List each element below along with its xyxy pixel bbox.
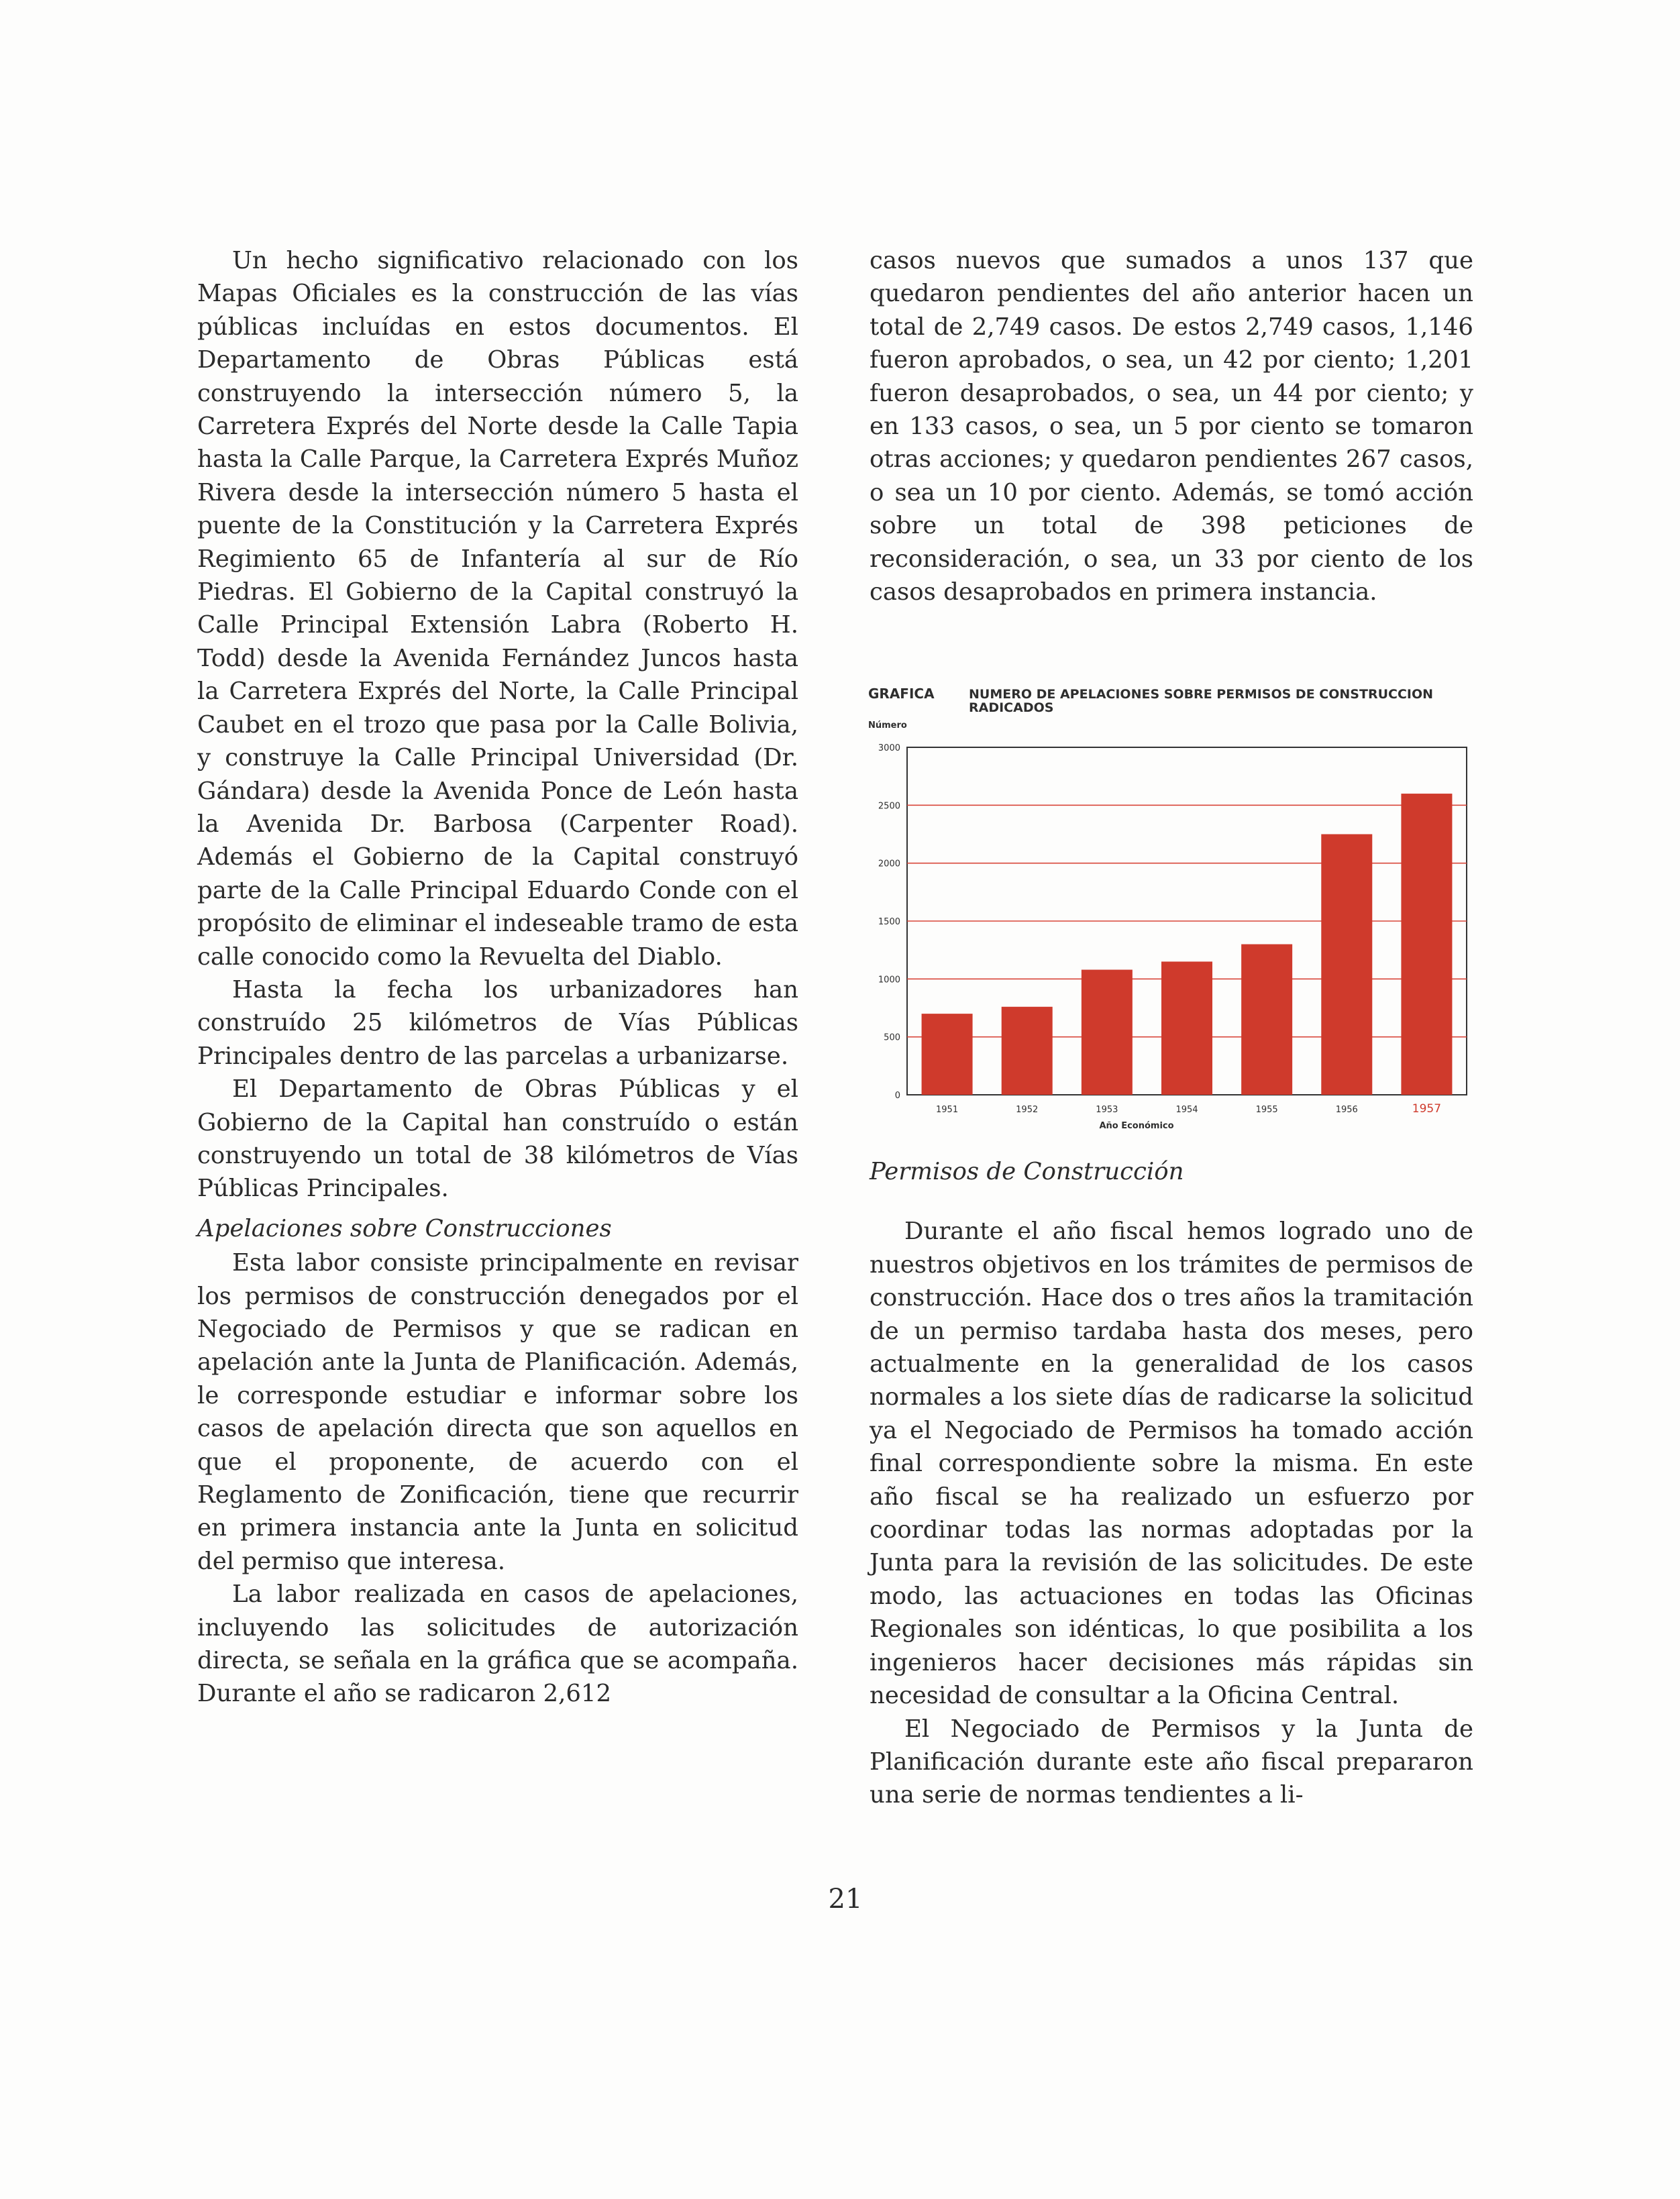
y-tick-2500: 2500 — [878, 801, 900, 812]
section-heading-apelaciones: Apelaciones sobre Construcciones — [197, 1214, 612, 1242]
chart-title: NUMERO DE APELACIONES SOBRE PERMISOS DE CONSTRUCCION RADICADOS — [969, 687, 1434, 715]
bar-1954 — [1161, 961, 1212, 1095]
paragraph-obras-publicas: El Departamento de Obras Públicas y el Gobierno de la Capital han construído o están construyendo un total de 38 kilómetros de Vías Públicas Principales. — [197, 1075, 798, 1203]
chart-label: GRAFICA — [868, 686, 935, 702]
bar-1955 — [1241, 945, 1292, 1095]
chart-x-axis-label: Año Económico — [1099, 1121, 1174, 1131]
paragraph-mapas-oficiales: Un hecho significativo relacionado con los Mapas Oficiales es la construcción de las vías públicas incluídas en estos documentos. El Departamento de Obras Públicas está construyendo la intersección número 5, la Carretera Exprés del Norte desde la Calle Tapia hasta la Calle Parque, la Carretera Exprés Muñoz Rivera desde la intersección número 5 hasta el puente de la Constitución y la Carretera Exprés Regimiento 65 de Infantería al sur de Río Piedras. El Gobierno de la Capital construyó la Calle Principal Extensión Labra (Roberto H. Todd) desde la Avenida Fernández Juncos hasta la Carretera Exprés del Norte, la Calle Principal Caubet en el trozo que pasa por la Calle Bolivia, y construye la Calle Principal Universidad (Dr. Gándara) desde la Avenida Ponce de León hasta la Avenida Dr. Barbosa (Carpenter Road). Además el Gobierno de la Capital construyó parte de la Calle Principal Eduardo Conde con el propósito de eliminar el indeseable tramo de esta calle conocido como la Revuelta del Diablo. — [197, 247, 798, 971]
y-tick-0: 0 — [894, 1091, 900, 1101]
paragraph-labor-realizada: La labor realizada en casos de apelaciones, incluyendo las solicitudes de autorización directa, se señala en la gráfica que se acompaña. Durante el año se radicaron 2,612 — [197, 1580, 798, 1708]
bar-1951 — [922, 1014, 973, 1095]
x-tick-1951: 1951 — [936, 1105, 959, 1115]
x-tick-1955: 1955 — [1255, 1105, 1278, 1115]
page-number: 21 — [828, 1884, 863, 1915]
bar-1956 — [1321, 835, 1372, 1095]
left-column — [197, 244, 798, 1711]
right-column-lower — [870, 1155, 1473, 1812]
right-column — [870, 244, 1473, 608]
y-tick-3000: 3000 — [878, 743, 900, 753]
y-tick-2000: 2000 — [878, 859, 900, 869]
paragraph-ano-fiscal: Durante el año fiscal hemos logrado uno de nuestros objetivos en los trámites de permisos de construcción. Hace dos o tres años la tramitación de un permiso tardaba hasta dos meses, pero actualmente en la generalidad de los casos normales a los siete días de radicarse la solicitud ya el Negociado de Permisos ha tomado acción final correspondiente sobre la misma. En este año fiscal se ha realizado un esfuerzo por coordinar todas las normas adoptadas por la Junta para la revisión de las solicitudes. De este modo, las actuaciones en todas las Oficinas Regionales son idénticas, lo que posibilita a los ingenieros hacer decisiones más rápidas sin necesidad de consultar a la Oficina Central. — [870, 1218, 1473, 1710]
section-heading-permisos: Permisos de Construcción — [870, 1158, 1184, 1185]
x-tick-1952: 1952 — [1016, 1105, 1039, 1115]
y-tick-1500: 1500 — [878, 917, 900, 927]
paragraph-negociado-permisos: El Negociado de Permisos y la Junta de Planificación durante este año fiscal prepararon una serie de normas tendientes a li- — [870, 1715, 1473, 1809]
chart-y-axis-label: Número — [868, 720, 907, 731]
y-tick-1000: 1000 — [878, 975, 900, 985]
x-tick-1957: 1957 — [1412, 1102, 1442, 1116]
x-tick-1953: 1953 — [1096, 1105, 1118, 1115]
bar-1952 — [1002, 1007, 1053, 1095]
bar-1953 — [1082, 970, 1133, 1095]
x-tick-1954: 1954 — [1175, 1105, 1198, 1115]
bar-1957 — [1401, 794, 1452, 1095]
x-tick-1956: 1956 — [1335, 1105, 1358, 1115]
appeals-bar-chart — [865, 683, 1483, 1152]
y-tick-500: 500 — [884, 1032, 900, 1043]
paragraph-urbanizadores: Hasta la fecha los urbanizadores han construído 25 kilómetros de Vías Públicas Principales dentro de las parcelas a urbanizarse. — [197, 975, 798, 1070]
paragraph-labor-apelaciones: Esta labor consiste principalmente en revisar los permisos de construcción denegados por el Negociado de Permisos y que se radican en apelación ante la Junta de Planificación. Además, le corresponde estudiar e informar sobre los casos de apelación directa que son aquellos en que el proponente, de acuerdo con el Reglamento de Zonificación, tiene que recurrir en primera instancia ante la Junta en solicitud del permiso que interesa. — [197, 1249, 798, 1575]
paragraph-casos-nuevos: casos nuevos que sumados a unos 137 que quedaron pendientes del año anterior hacen un total de 2,749 casos. De estos 2,749 casos, 1,146 fueron aprobados, o sea, un 42 por ciento; 1,201 fueron desaprobados, o sea, un 44 por ciento; y en 133 casos, o sea, un 5 por ciento se tomaron otras acciones; y quedaron pendientes 267 casos, o sea un 10 por ciento. Además, se tomó acción sobre un total de 398 peticiones de reconsideración, o sea, un 33 por ciento de los casos desaprobados en primera instancia. — [870, 247, 1473, 606]
